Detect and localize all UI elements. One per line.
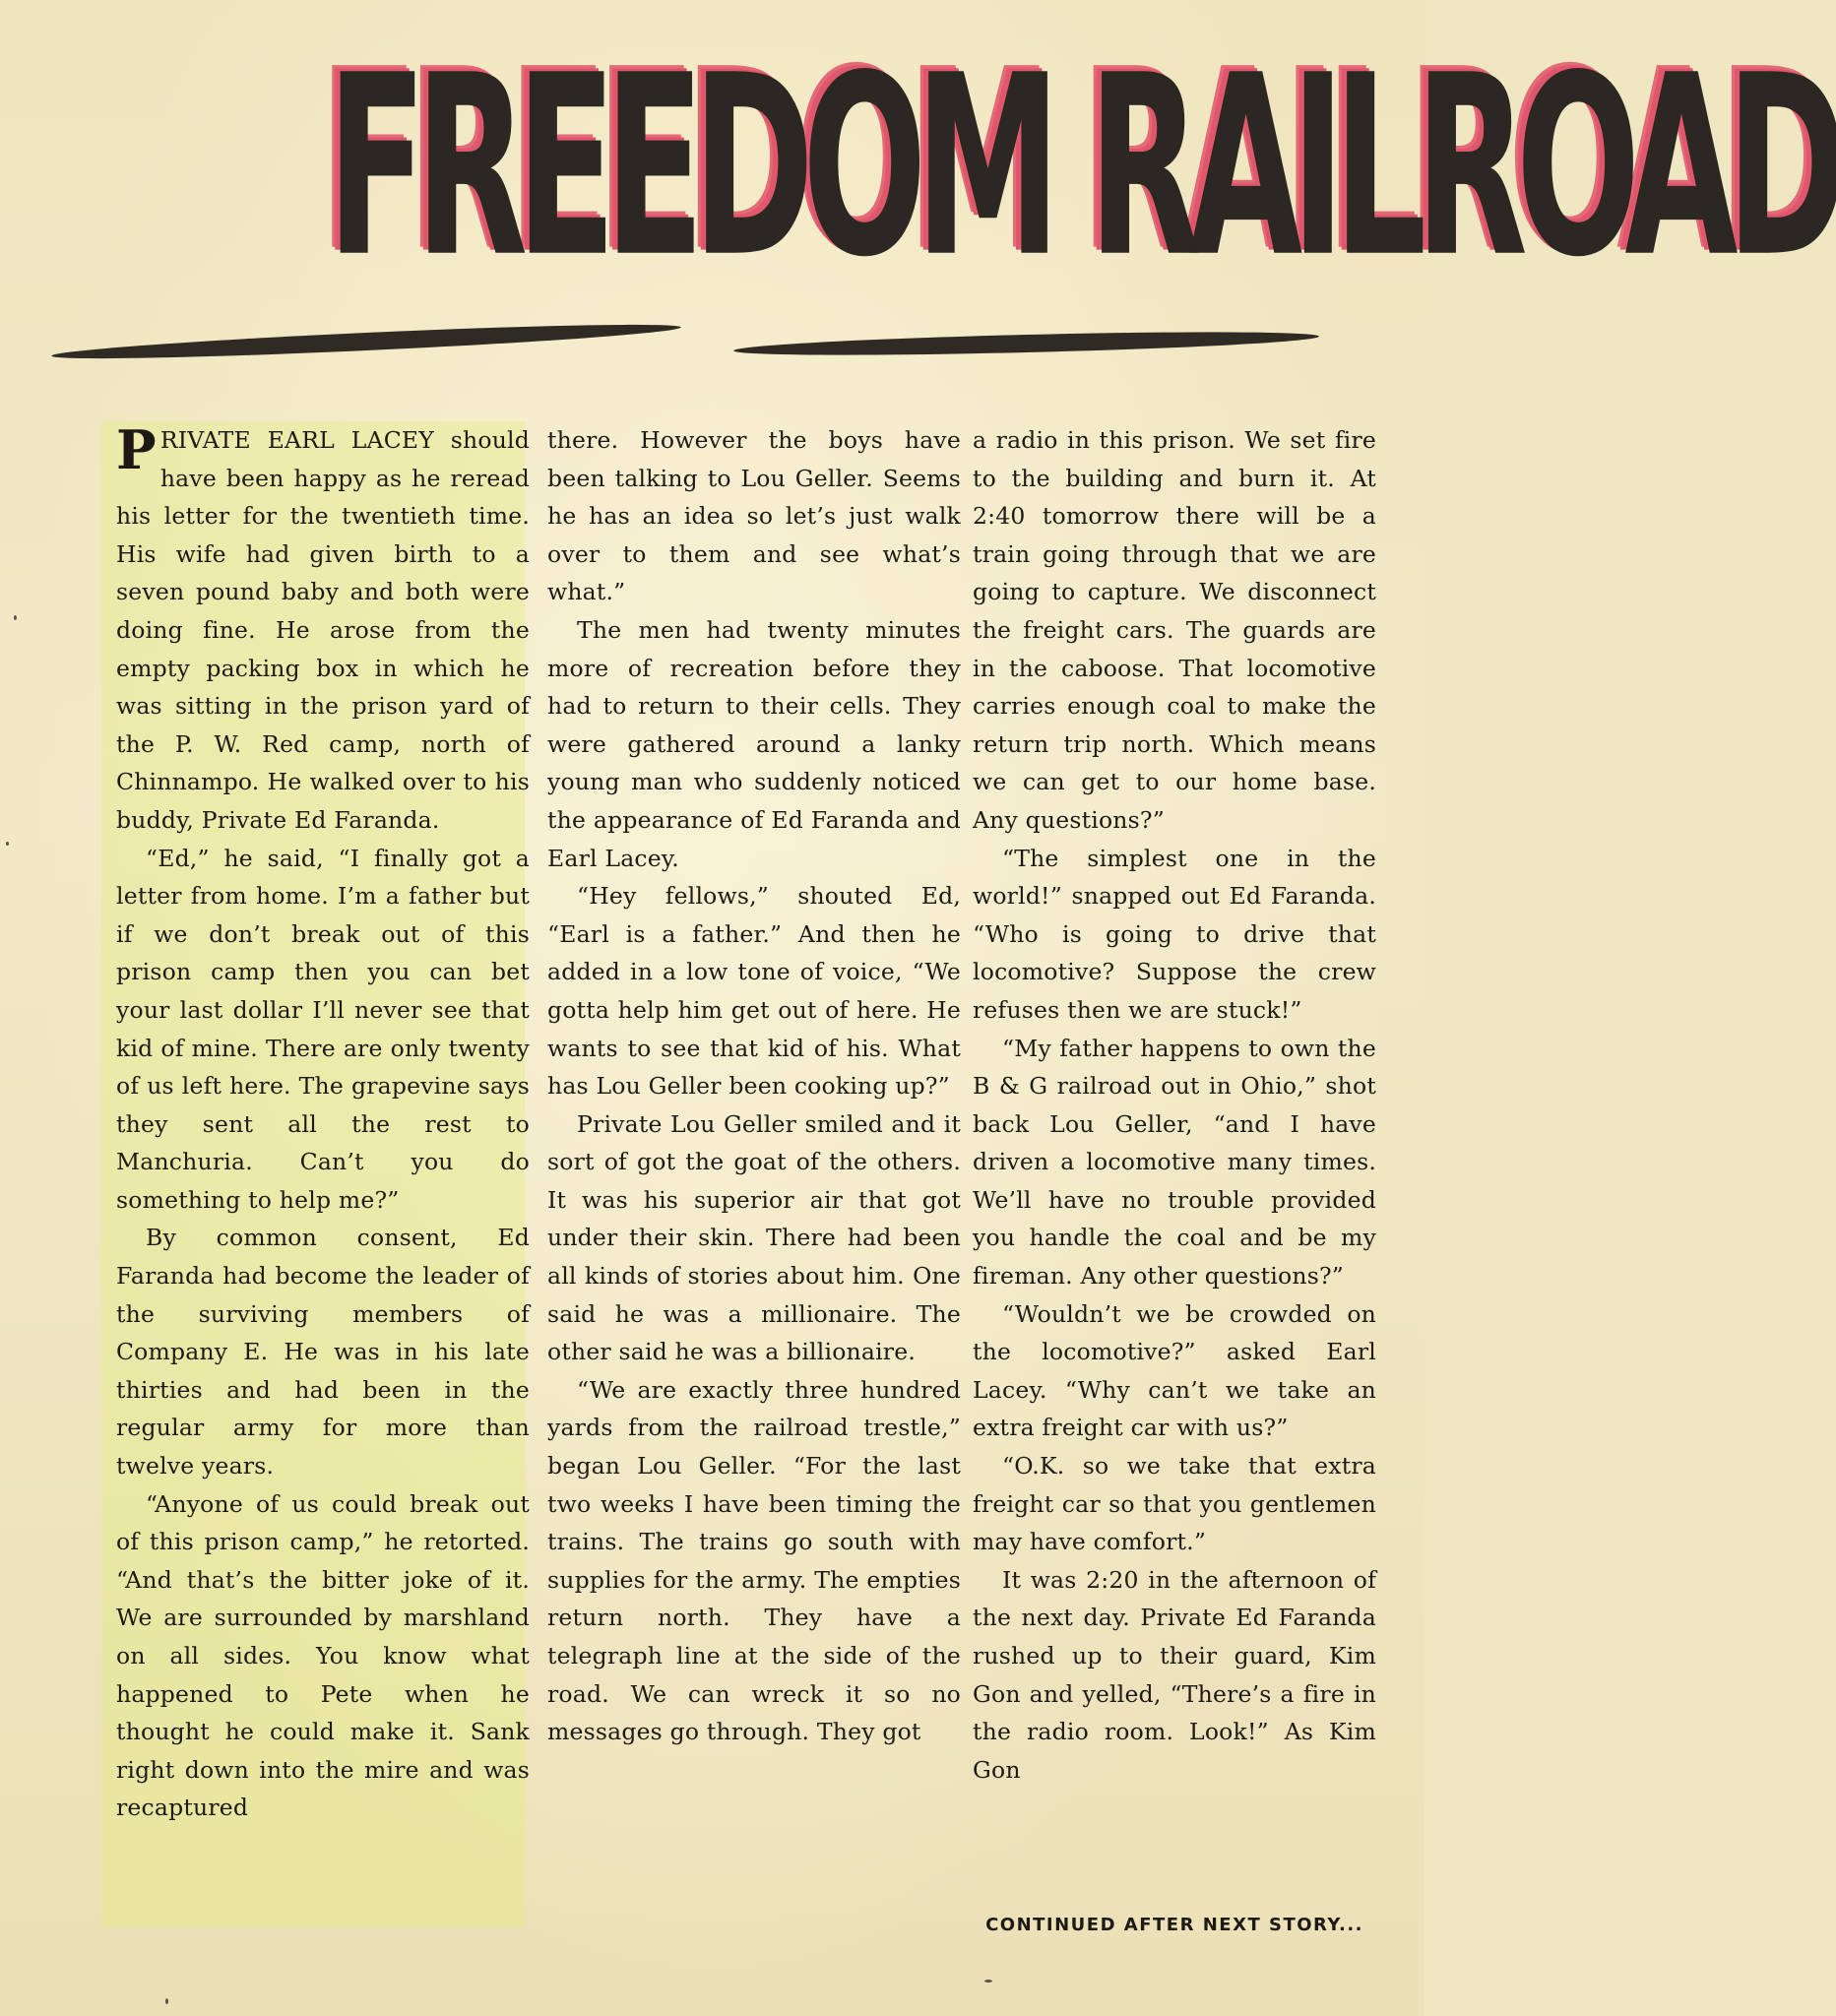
paragraph: “O.K. so we take that extra freight car so that you gentlemen may have comfort.”	[973, 1452, 1376, 1556]
paragraph: “We are exactly three hundred yards from the railroad trestle,” began Lou Geller. “For the last two weeks I have been timing the trains. The trains go south with supplies for the army. The empties return north. They have a telegraph line at the side of the road. We can wreck it so no messages go through. They got	[547, 1375, 961, 1746]
text-column-1	[116, 418, 530, 1827]
text-column-2	[547, 421, 961, 1751]
paragraph: a radio in this prison. We set fire to the building and burn it. At 2:40 tomorrow there will be a train going through that we are going to capture. We disconnect the freight cars. The guards are in the caboose. That locomotive carries enough coal to make the return trip north. Which means we can get to our home base. Any questions?”	[973, 426, 1376, 834]
paragraph: “Anyone of us could break out of this prison camp,” he retorted. “And that’s the bitter joke of it. We are surrounded by marshland on all sides. You know what happened to Pete when he thought he could make it. Sank right down into the mire and was recaptured	[116, 1489, 530, 1822]
story-text-area	[101, 418, 1386, 1918]
paragraph: Private Lou Geller smiled and it sort of got the goat of the others. It was his superior air that got under their skin. There had been all kinds of stories about him. One said he was a millionaire. The other said he was a billionaire.	[547, 1109, 961, 1366]
print-speck	[984, 1980, 992, 1983]
text-column-3	[973, 421, 1376, 1789]
paragraph: “Ed,” he said, “I finally got a letter from home. I’m a father but if we don’t break out of this prison camp then you can bet your last dollar I’ll never see that kid of mine. There are only twenty of us left here. The grapevine says they sent all the rest to Manchuria. Can’t you do something to help me?”	[116, 844, 530, 1214]
paragraph: By common consent, Ed Faranda had become the leader of the surviving members of Company E. He was in his late thirties and had been in the regular army for more than twelve years.	[116, 1224, 530, 1480]
paragraph: PRIVATE EARL LACEY should have been happy as he reread his letter for the twentieth time. His wife had given birth to a seven pound baby and both were doing fine. He arose from the empty packing box in which he was sitting in the prison yard of the P. W. Red camp, north of Chinnampo. He walked over to his buddy, Private Ed Faranda.	[116, 418, 530, 834]
story-title: FREEDOM RAILROAD	[326, 23, 1836, 312]
paragraph: “Hey fellows,” shouted Ed, “Earl is a father.” And then he added in a low tone of voice, “We gotta help him get out of here. He wants to see that kid of his. What has Lou Geller been cooking up?”	[547, 882, 961, 1101]
print-speck	[14, 615, 17, 620]
paragraph: “The simplest one in the world!” snapped out Ed Faranda. “Who is going to drive that locomotive? Suppose the crew refuses then we are stuck!”	[973, 844, 1376, 1024]
title-underline-right	[733, 328, 1319, 360]
drop-cap: P	[116, 418, 157, 481]
paragraph: It was 2:20 in the afternoon of the next day. Private Ed Faranda rushed up to their guard, Kim Gon and yelled, “There’s a fire in the radio room. Look!” As Kim Gon	[973, 1565, 1376, 1784]
title-block	[69, 23, 1836, 325]
title-underline-left	[51, 318, 681, 364]
paragraph: The men had twenty minutes more of recreation before they had to return to their cells. They were gathered around a lanky young man who suddenly noticed the appearance of Ed Faranda and Earl Lacey.	[547, 615, 961, 872]
continued-notice: CONTINUED AFTER NEXT STORY...	[985, 1915, 1363, 1935]
paragraph: there. However the boys have been talking to Lou Geller. Seems he has an idea so let’s just walk over to them and see what’s what.”	[547, 426, 961, 606]
paragraph: “Wouldn’t we be crowded on the locomotive?” asked Earl Lacey. “Why can’t we take an extra freight car with us?”	[973, 1299, 1376, 1442]
print-speck	[6, 842, 9, 846]
print-speck	[165, 1998, 168, 2004]
paragraph: “My father happens to own the B & G railroad out in Ohio,” shot back Lou Geller, “and I have driven a locomotive many times. We’ll have no trouble provided you handle the coal and be my fireman. Any other questions?”	[973, 1034, 1376, 1291]
